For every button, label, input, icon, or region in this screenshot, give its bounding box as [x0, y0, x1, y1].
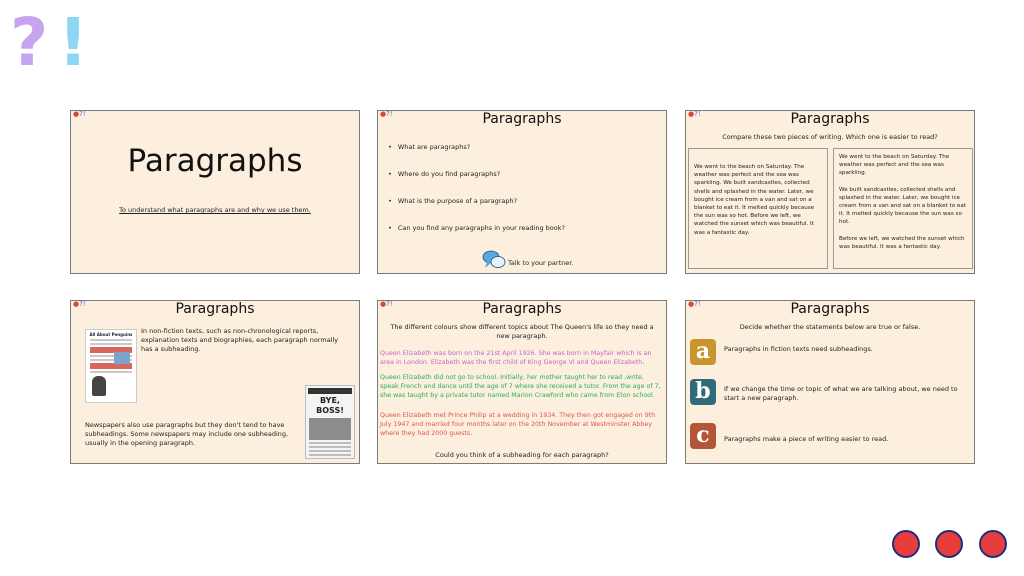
slide-title: Paragraphs: [127, 143, 303, 179]
speech-bubbles-icon: [482, 249, 506, 271]
statement-c: Paragraphs make a piece of writing easier to read.: [724, 435, 889, 443]
newspaper-image: [305, 385, 355, 459]
newspaper-headline: BYE, BOSS!: [316, 396, 344, 415]
slide-thumbnail-6[interactable]: [685, 300, 975, 464]
slide-title: Paragraphs: [790, 301, 870, 317]
slide-logo: ●?!: [73, 110, 86, 118]
slide-thumbnail-3[interactable]: [685, 110, 975, 274]
paragraph-birth: Queen Elizabeth was born on the 21st April 1926. She was born in Mayfair which is an area in London. Elizabeth was the first child of King George VI and Queen Elizabeth.: [380, 350, 652, 366]
slide-logo: ●?!: [380, 300, 393, 308]
nav-dot-1[interactable]: [892, 530, 920, 558]
paragraph: Before we left, we watched the sunset which was beautiful. It was a fantastic day.: [839, 235, 965, 250]
letter-b-icon: b: [690, 379, 716, 405]
brand-logo: [10, 6, 94, 80]
bullet-item: • What is the purpose of a paragraph?: [388, 197, 517, 205]
bullet-item: • Can you find any paragraphs in your reading book?: [388, 224, 565, 232]
slide-thumbnail-5[interactable]: [377, 300, 667, 464]
letter-c-icon: c: [690, 423, 716, 449]
slide-logo: ●?!: [688, 300, 701, 308]
exclamation-mark-icon: !: [58, 4, 89, 81]
colour-explanation: The different colours show different topics about The Queen's life so they need a new paragraph.: [390, 323, 654, 340]
learning-objective: To understand what paragraphs are and why we use them.: [119, 206, 311, 214]
bullet-item: • Where do you find paragraphs?: [388, 170, 500, 178]
statement-b: If we change the time or topic of what we are talking about, we need to start a new paragraph.: [724, 385, 958, 402]
slide-title: Paragraphs: [790, 111, 870, 127]
slide-logo: ●?!: [380, 110, 393, 118]
compare-question: Compare these two pieces of writing. Which one is easier to read?: [722, 133, 938, 141]
paragraph-marriage: Queen Elizabeth met Prince Philip at a wedding in 1934. They then got engaged on 9th July 1947 and married four months later on the 20th November at Westminster Abbey where they had 2000 guests.: [380, 412, 656, 437]
statement-a: Paragraphs in fiction texts need subheadings.: [724, 345, 873, 353]
paragraph-education: Queen Elizabeth did not go to school. Initially, her mother taught her to read ,write, speak French and dance until the age of 7 where she received a tutor. From the age of 7, she was taught by a private tutor named Marion Crawford who came from Eton school.: [380, 374, 661, 399]
slide-thumbnail-1[interactable]: [70, 110, 360, 274]
slide-title: Paragraphs: [175, 301, 255, 317]
paragraph: We built sandcastles, collected shells and splashed in the water. Later, we bought ice cream from a van and sat on a blanket to eat it. It melted quickly because the sun was so hot.: [839, 186, 966, 226]
slide-title: Paragraphs: [482, 301, 562, 317]
report-heading: All About Penguins: [89, 332, 133, 337]
slide-thumbnail-4[interactable]: [70, 300, 360, 464]
slide-thumbnail-2[interactable]: [377, 110, 667, 274]
penguin-report-image: [85, 329, 137, 403]
letter-a-icon: a: [690, 339, 716, 365]
bullet-item: • What are paragraphs?: [388, 143, 470, 151]
true-false-instructions: Decide whether the statements below are true or false.: [739, 323, 921, 331]
paragraph: We went to the beach on Saturday. The weather was perfect and the sea was sparkling.: [839, 154, 950, 177]
slide-logo: ●?!: [688, 110, 701, 118]
writing-sample-unparagraphed: We went to the beach on Saturday. The weather was perfect and the sea was sparkling. We built sandcastles, collected shells and splashed in the water. Later, we bought ice cream from a van and sat on a blanket to eat it. It melted quickly because the sun was so hot. Before we left, we watched the sunset which was beautiful. It was a fantastic day.: [688, 148, 828, 269]
talk-partner-label: Talk to your partner.: [508, 259, 574, 267]
nav-dot-2[interactable]: [935, 530, 963, 558]
nonfiction-text: In non-fiction texts, such as non-chronological reports, explanation texts and biographies, each paragraph normally has a subheading.: [141, 327, 339, 353]
slide-title: Paragraphs: [482, 111, 562, 127]
nav-dot-3[interactable]: [979, 530, 1007, 558]
newspaper-text: Newspapers also use paragraphs but they don't tend to have subheadings. Some newspapers may include one subheading, usually in the opening paragraph.: [85, 421, 289, 447]
slide-logo: ●?!: [73, 300, 86, 308]
subheading-question: Could you think of a subheading for each paragraph?: [435, 451, 609, 459]
question-mark-icon: ?: [10, 4, 49, 81]
writing-sample-paragraphed: [833, 148, 973, 269]
